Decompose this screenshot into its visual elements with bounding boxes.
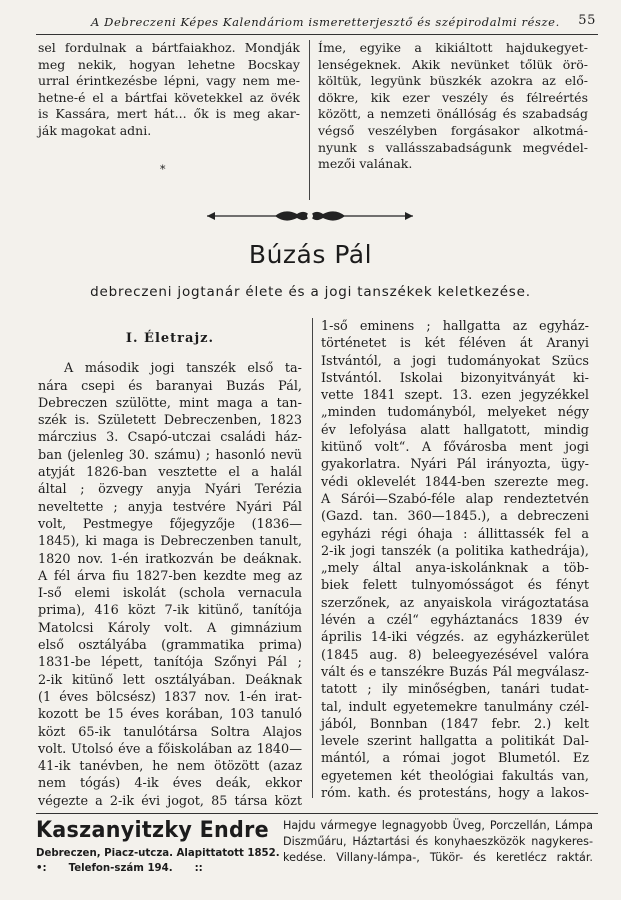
text-line: vált és e tanszékre Buzás Pál megválasz-	[321, 664, 589, 680]
advertisement-description	[283, 818, 593, 865]
advertisement-business	[36, 818, 280, 876]
text-line: egyetemen két theológiai fakultás van,	[321, 768, 589, 784]
text-line: történetet is két féléven át Aranyi	[321, 336, 589, 352]
text-line: (1845 aug. 8) beleegyezésével valóra	[321, 647, 589, 663]
page-number: 55	[578, 13, 596, 28]
text-line: márczius 3. Csapó-utczai családi ház-	[38, 430, 302, 446]
text-line: tal, indult egyetemekre tanulmány czél-	[321, 699, 589, 715]
text-line: 2-ik kitünő lett osztályában. Deáknak	[38, 672, 302, 688]
text-line: szerzőnek, az anyaiskola virágoztatása	[321, 595, 589, 611]
text-line: egyházi régi óhaja : állittassék fel a	[321, 526, 589, 542]
text-line: volt. Utolsó éve a főiskolában az 1840—	[38, 741, 302, 757]
phone-suffix: ::	[194, 863, 203, 874]
text-line: 41-ik tanévben, he nem ötözött (azaz	[38, 759, 302, 775]
text-line: tatott ; ily minőségben, tanári tudat-	[321, 682, 589, 698]
advertiser-name: Kaszanyitzky Endre	[36, 818, 269, 843]
running-head-title: A Debreczeni Képes Kalendáriom ismeretterjesztő és szépirodalmi része.	[91, 15, 560, 29]
text-line: meg nekik, hogyan lehetne Bocskay	[38, 56, 300, 72]
text-line: atyját 1826-ban vesztette el a halál	[38, 465, 302, 481]
text-line: kitünő volt“. A fővárosba ment jogi	[321, 440, 589, 456]
text-line: Istvántól, a jogi tudományokat Szücs	[321, 353, 589, 369]
header-rule	[36, 34, 598, 35]
text-line: 1831-be lépett, tanítója Szőnyi Pál ;	[38, 655, 302, 671]
text-line: jából, Bonnban (1847 febr. 2.) kelt	[321, 716, 589, 732]
text-line: is Kassára, mert hát... ők is meg akar-	[38, 106, 300, 122]
text-line: Íme, egyike a kikiáltott hajdukegyet-	[318, 40, 588, 55]
text-line: között, a nemzeti önállóság és szabadság	[318, 106, 588, 122]
text-line: közt 65-ik tanulótársa Soltra Alajos	[38, 724, 302, 740]
text-line: végső veszélyben forgásakor alkotmá-	[318, 122, 588, 138]
text-line: róm. kath. és protestáns, hogy a lakos-	[321, 786, 589, 802]
text-line: gyakorlatra. Nyári Pál irányozta, ügy-	[321, 457, 589, 473]
advertisement-text-line: kedése. Villany-lámpa-, Tükör- és keretlécz raktár.	[283, 850, 593, 864]
text-line: I-ső elemi iskolát (schola vernacula	[38, 586, 302, 602]
text-line: 1845), ki maga is Debreczenben tanult,	[38, 534, 302, 550]
running-head	[36, 15, 596, 31]
text-line: biek felett tulnyomósságot és fényt	[321, 578, 589, 594]
text-line: első osztályába (grammatika prima)	[38, 638, 302, 654]
decorative-ornament	[205, 207, 415, 225]
phone-prefix: •:	[36, 863, 47, 874]
text-line: A fél árva fiu 1827-ben kezdte meg az	[38, 568, 302, 584]
text-line: neveltette ; anyja testvére Nyári Pál	[38, 499, 302, 515]
advertisement-rule	[36, 813, 598, 814]
text-line: mezői valának.	[318, 156, 413, 172]
text-line: nára csepi és baranyai Buzás Pál,	[38, 378, 302, 394]
text-line: lenségeknek. Akik nevünket tőlük örö-	[318, 56, 588, 72]
text-line: mántól, a római jogot Blumetól. Ez	[321, 751, 589, 767]
text-line: ják magokat adni.	[38, 122, 152, 138]
top-left-column	[38, 40, 300, 140]
text-line: prima), 416 közt 7-ik kitünő, tanítója	[38, 603, 302, 619]
body-right-column	[321, 318, 589, 802]
text-line: költük, legyünk büszkék azokra az elő-	[318, 73, 588, 89]
text-line: védi oklevelét 1844-ben szerezte meg.	[321, 474, 589, 490]
article-subtitle: debreczeni jogtanár élete és a jogi tanszékek keletkezése.	[90, 284, 531, 300]
text-line: vette 1841 szept. 13. ezen jegyzékkel	[321, 388, 589, 404]
column-divider-body	[312, 318, 313, 798]
top-right-column	[318, 40, 588, 173]
text-line: szék is. Született Debreczenben, 1823	[38, 413, 302, 429]
body-left-column	[38, 318, 302, 810]
advertiser-phone-line	[36, 861, 276, 876]
text-line: által ; özvegy anyja Nyári Terézia	[38, 482, 302, 498]
text-line: dökre, kik ezer veszély és félreértés	[318, 89, 588, 105]
text-line: sel fordulnak a bártfaiakhoz. Mondják	[38, 40, 300, 55]
advertiser-address: Debreczen, Piacz-utcza. Alapittatott 1852.	[36, 848, 280, 859]
text-line: ban (jelenleg 30. számu) ; hasonló nevü	[38, 447, 302, 463]
separator-star: *	[160, 163, 166, 176]
advertisement-text-line: Hajdu vármegye legnagyobb Üveg, Porczellán, Lámpa	[283, 819, 593, 832]
advertiser-phone: Telefon-szám 194.	[68, 863, 173, 874]
text-line: Matolcsi Károly volt. A gimnázium	[38, 620, 302, 636]
text-line: 2-ik jogi tanszék (a politika kathedrája),	[321, 543, 589, 559]
text-line: hetne-é el a bártfai követekkel az övék	[38, 89, 300, 105]
text-line: Debreczen szülötte, mint maga a tan-	[38, 395, 302, 411]
text-line: nyunk s vallásszabadságunk megvédel-	[318, 139, 588, 155]
text-line: (Gazd. tan. 360—1845.), a debreczeni	[321, 509, 589, 525]
text-line: április 14-iki végzés. az egyházkerület	[321, 630, 589, 646]
text-line: végezte a 2-ik évi jogot, 85 társa közt	[38, 793, 302, 809]
text-line: Istvántól. Iskolai bizonyitványát ki-	[321, 370, 589, 386]
text-line: lévén a czél“ egyháztanács 1839 év	[321, 613, 589, 629]
section-heading: I. Életrajz.	[125, 331, 215, 346]
text-line: nem tógás) 4-ik éves deák, ekkor	[38, 776, 302, 792]
text-line: 1-ső eminens ; hallgatta az egyház-	[321, 319, 589, 334]
text-line: 1820 nov. 1-én iratkozván be deáknak.	[38, 551, 302, 567]
text-line: „minden tudományból, melyeket négy	[321, 405, 589, 421]
text-line: (1 éves bölcsész) 1837 nov. 1-én irat-	[38, 689, 302, 705]
column-divider-top	[309, 40, 310, 200]
text-line: A második jogi tanszék első ta-	[64, 361, 302, 377]
text-line: levele szerint hallgatta a politikát Dal-	[321, 734, 589, 750]
advertisement-text-line: Diszműáru, Háztartási és konyhaeszközök nagykeres-	[283, 834, 593, 848]
text-line: A Sárói—Szabó-féle alap rendeztetvén	[321, 491, 589, 507]
text-line: év lefolyása alatt hallgatott, mindig	[321, 422, 589, 438]
article-title: Búzás Pál	[248, 240, 373, 269]
body-left-text	[38, 360, 302, 810]
text-line: volt, Pestmegye főjegyzője (1836—	[38, 516, 302, 532]
text-line: urral érintkezésbe lépni, vagy nem me-	[38, 73, 300, 89]
text-line: kozott be 15 éves korában, 103 tanuló	[38, 707, 302, 723]
text-line: „mely által anya-iskolánknak a töb-	[321, 561, 589, 577]
